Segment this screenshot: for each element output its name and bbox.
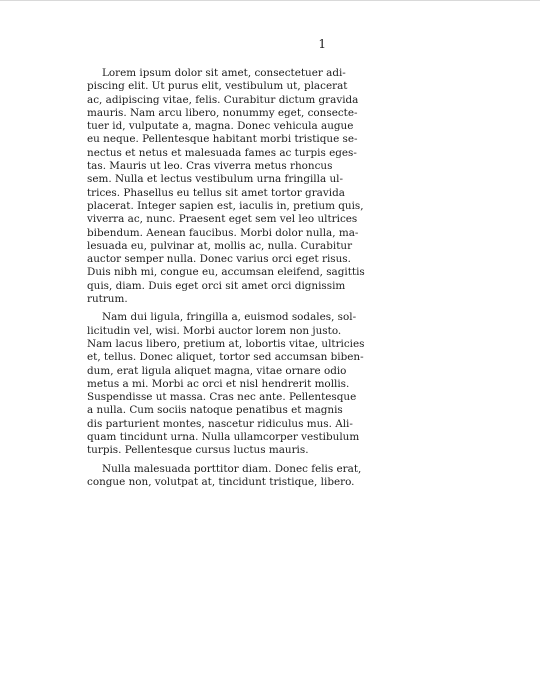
page-number: 1 [318, 37, 326, 51]
text-line: Nam dui ligula, fringilla a, euismod sodales, sol- [102, 311, 357, 324]
text-line: et, tellus. Donec aliquet, tortor sed accumsan biben- [87, 351, 364, 364]
text-line: quam tincidunt urna. Nulla ullamcorper vestibulum [87, 431, 360, 444]
text-line: viverra ac, nunc. Praesent eget sem vel leo ultrices [87, 213, 358, 226]
text-line: rutrum. [87, 293, 128, 306]
paragraph-3 [87, 462, 362, 490]
text-line: sem. Nulla et lectus vestibulum urna fringilla ul- [87, 173, 343, 186]
text-line: quis, diam. Duis eget orci sit amet orci dignissim [87, 279, 346, 292]
text-line: congue non, volutpat at, tincidunt tristique, libero. [87, 475, 355, 488]
text-line: eu neque. Pellentesque habitant morbi tristique se- [87, 133, 358, 146]
text-line: a nulla. Cum sociis natoque penatibus et magnis [87, 404, 343, 417]
text-line: piscing elit. Ut purus elit, vestibulum ut, placerat [87, 80, 348, 93]
text-line: Lorem ipsum dolor sit amet, consectetuer adi- [102, 67, 346, 79]
text-line: turpis. Pellentesque cursus luctus mauris. [87, 444, 309, 457]
text-line: bibendum. Aenean faucibus. Morbi dolor nulla, ma- [87, 226, 359, 239]
text-line: lesuada eu, pulvinar at, mollis ac, nulla. Curabitur [87, 239, 353, 252]
text-line: Suspendisse ut massa. Cras nec ante. Pellentesque [87, 391, 357, 404]
text-line: mauris. Nam arcu libero, nonummy eget, consecte- [87, 106, 358, 119]
text-line: dum, erat ligula aliquet magna, vitae ornare odio [87, 364, 347, 377]
text-line: licitudin vel, wisi. Morbi auctor lorem non justo. [87, 324, 342, 337]
text-line: nectus et netus et malesuada fames ac turpis eges- [87, 146, 357, 159]
text-line: ac, adipiscing vitae, felis. Curabitur dictum gravida [87, 93, 359, 106]
text-line: Nam lacus libero, pretium at, lobortis vitae, ultricies [87, 337, 365, 350]
text-line: tas. Mauris ut leo. Cras viverra metus rhoncus [87, 160, 333, 173]
body-text [87, 67, 365, 494]
text-line: metus a mi. Morbi ac orci et nisl hendrerit mollis. [87, 377, 350, 390]
text-line: auctor semper nulla. Donec varius orci eget risus. [87, 253, 351, 266]
text-line: Duis nibh mi, congue eu, accumsan eleifend, sagittis [87, 266, 365, 279]
text-line: tuer id, vulputate a, magna. Donec vehicula augue [87, 120, 354, 133]
paragraph-2 [87, 311, 365, 457]
text-line: trices. Phasellus eu tellus sit amet tortor gravida [87, 186, 345, 199]
text-line: dis parturient montes, nascetur ridiculus mus. Ali- [87, 417, 353, 430]
text-line: Nulla malesuada porttitor diam. Donec felis erat, [102, 462, 362, 475]
paragraph-1 [87, 67, 365, 306]
text-line: placerat. Integer sapien est, iaculis in, pretium quis, [87, 199, 364, 212]
